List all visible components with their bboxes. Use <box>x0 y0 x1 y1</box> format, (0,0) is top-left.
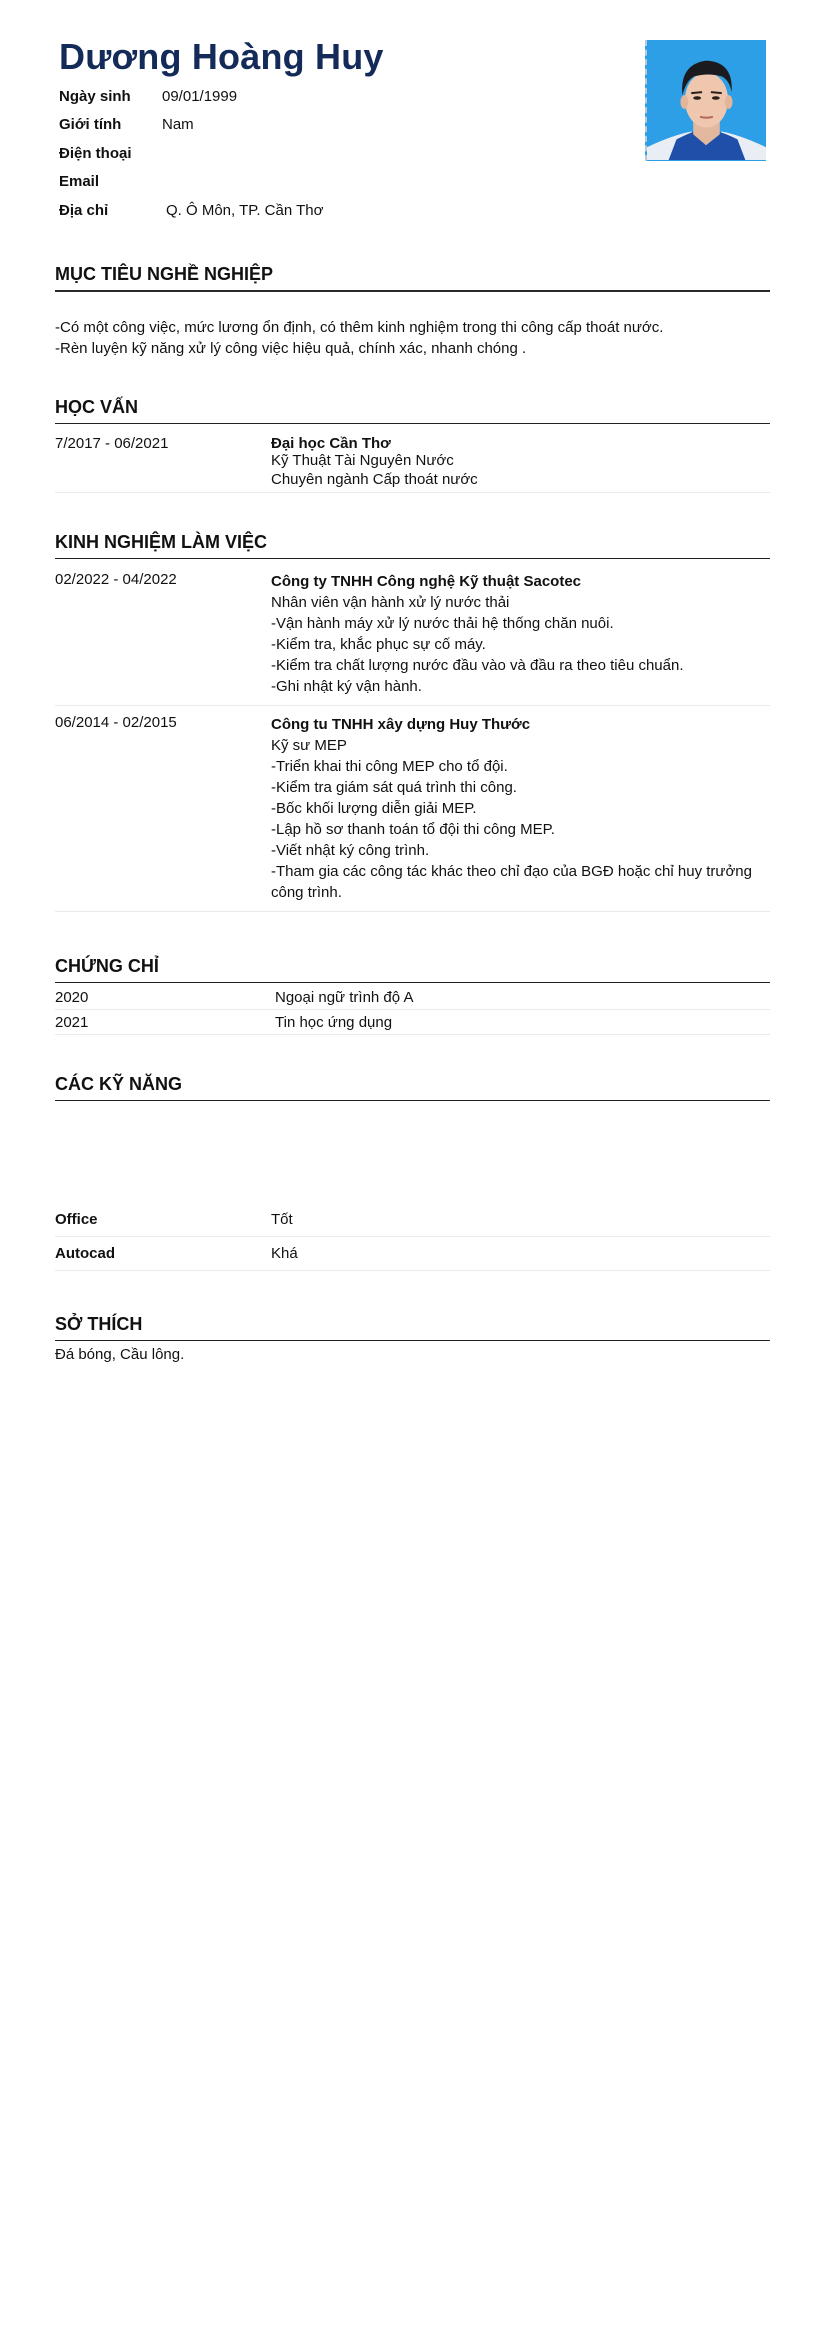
hobbies-text: Đá bóng, Cầu lông. <box>55 1346 185 1363</box>
cv-header <box>55 0 770 230</box>
education-period: 7/2017 - 06/2021 <box>55 435 169 452</box>
info-row-phone <box>59 139 323 168</box>
info-value: Nam <box>162 116 194 134</box>
job-duty: -Kiểm tra, khắc phục sự cố máy. <box>271 636 486 653</box>
experience-details <box>271 714 770 903</box>
job-position: Kỹ sư MEP <box>271 737 347 754</box>
section-title: KINH NGHIỆM LÀM VIỆC <box>55 531 770 559</box>
job-position: Nhân viên vận hành xử lý nước thải <box>271 594 510 611</box>
info-value: 09/01/1999 <box>162 87 238 105</box>
info-label: Điện thoại <box>59 144 132 162</box>
section-experience <box>55 531 770 912</box>
skill-row <box>55 1237 770 1271</box>
section-education <box>55 396 770 493</box>
certificate-row <box>55 985 770 1010</box>
candidate-name: Dương Hoàng Huy <box>59 36 384 77</box>
education-details <box>271 435 770 490</box>
experience-period: 06/2014 - 02/2015 <box>55 714 177 731</box>
experience-details <box>271 571 770 697</box>
section-skills <box>55 1073 770 1271</box>
education-row <box>55 424 770 493</box>
certificate-name: Ngoại ngữ trình độ A <box>275 988 414 1006</box>
section-title: MỤC TIÊU NGHỀ NGHIỆP <box>55 263 770 292</box>
job-duty: -Ghi nhật ký vận hành. <box>271 678 422 695</box>
company-name: Công ty TNHH Công nghệ Kỹ thuật Sacotec <box>271 573 582 590</box>
personal-info <box>59 82 323 225</box>
section-objective <box>55 263 770 359</box>
certificate-year: 2020 <box>55 988 89 1006</box>
profile-photo <box>645 40 766 161</box>
job-duty: -Bốc khối lượng diễn giải MEP. <box>271 800 477 817</box>
skill-name: Office <box>55 1211 98 1228</box>
info-value: Q. Ô Môn, TP. Cần Thơ <box>166 201 324 219</box>
skill-level: Tốt <box>271 1211 293 1228</box>
cv-page <box>55 0 770 1363</box>
job-duty: -Vận hành máy xử lý nước thải hệ thống chăn nuôi. <box>271 615 614 632</box>
job-duty: -Triển khai thi công MEP cho tổ đội. <box>271 758 508 775</box>
job-duty: -Viết nhật ký công trình. <box>271 842 430 859</box>
company-name: Công tu TNHH xây dựng Huy Thước <box>271 716 531 733</box>
objective-line: -Có một công việc, mức lương ổn định, có thêm kinh nghiệm trong thi công cấp thoát nước. <box>55 319 664 336</box>
portrait-photo-icon <box>647 40 766 161</box>
certificate-name: Tin học ứng dụng <box>275 1013 393 1031</box>
skill-level: Khá <box>271 1245 298 1262</box>
job-duty: -Kiểm tra chất lượng nước đầu vào và đầu ra theo tiêu chuẩn. <box>271 657 684 674</box>
education-major: Kỹ Thuật Tài Nguyên Nước <box>271 452 454 469</box>
section-certificates <box>55 955 770 1035</box>
certificate-year: 2021 <box>55 1013 89 1031</box>
objective-line: -Rèn luyện kỹ năng xử lý công việc hiệu quả, chính xác, nhanh chóng . <box>55 340 527 357</box>
job-duty: -Tham gia các công tác khác theo chỉ đạo của BGĐ hoặc chỉ huy trưởng công trình. <box>271 863 752 901</box>
experience-period: 02/2022 - 04/2022 <box>55 571 177 588</box>
section-hobbies <box>55 1313 770 1365</box>
job-duty: -Lập hồ sơ thanh toán tổ đội thi công MEP. <box>271 821 555 838</box>
job-duty: -Kiểm tra giám sát quá trình thi công. <box>271 779 517 796</box>
info-row-birthdate <box>59 82 323 111</box>
info-row-email <box>59 168 323 197</box>
skill-row <box>55 1203 770 1237</box>
info-label: Giới tính <box>59 116 122 134</box>
section-title: CÁC KỸ NĂNG <box>55 1073 770 1101</box>
school-name: Đại học Cần Thơ <box>271 435 391 452</box>
skill-name: Autocad <box>55 1245 115 1262</box>
education-specialization: Chuyên ngành Cấp thoát nước <box>271 471 478 488</box>
section-title: SỞ THÍCH <box>55 1313 770 1341</box>
section-title: HỌC VẤN <box>55 396 770 424</box>
info-label: Ngày sinh <box>59 87 131 105</box>
info-label: Email <box>59 173 100 191</box>
certificate-row <box>55 1010 770 1035</box>
section-title: CHỨNG CHỈ <box>55 955 770 983</box>
info-row-gender <box>59 111 323 140</box>
info-row-address <box>59 196 323 225</box>
experience-row <box>55 706 770 912</box>
experience-row <box>55 559 770 706</box>
info-label: Địa chỉ <box>59 201 109 219</box>
